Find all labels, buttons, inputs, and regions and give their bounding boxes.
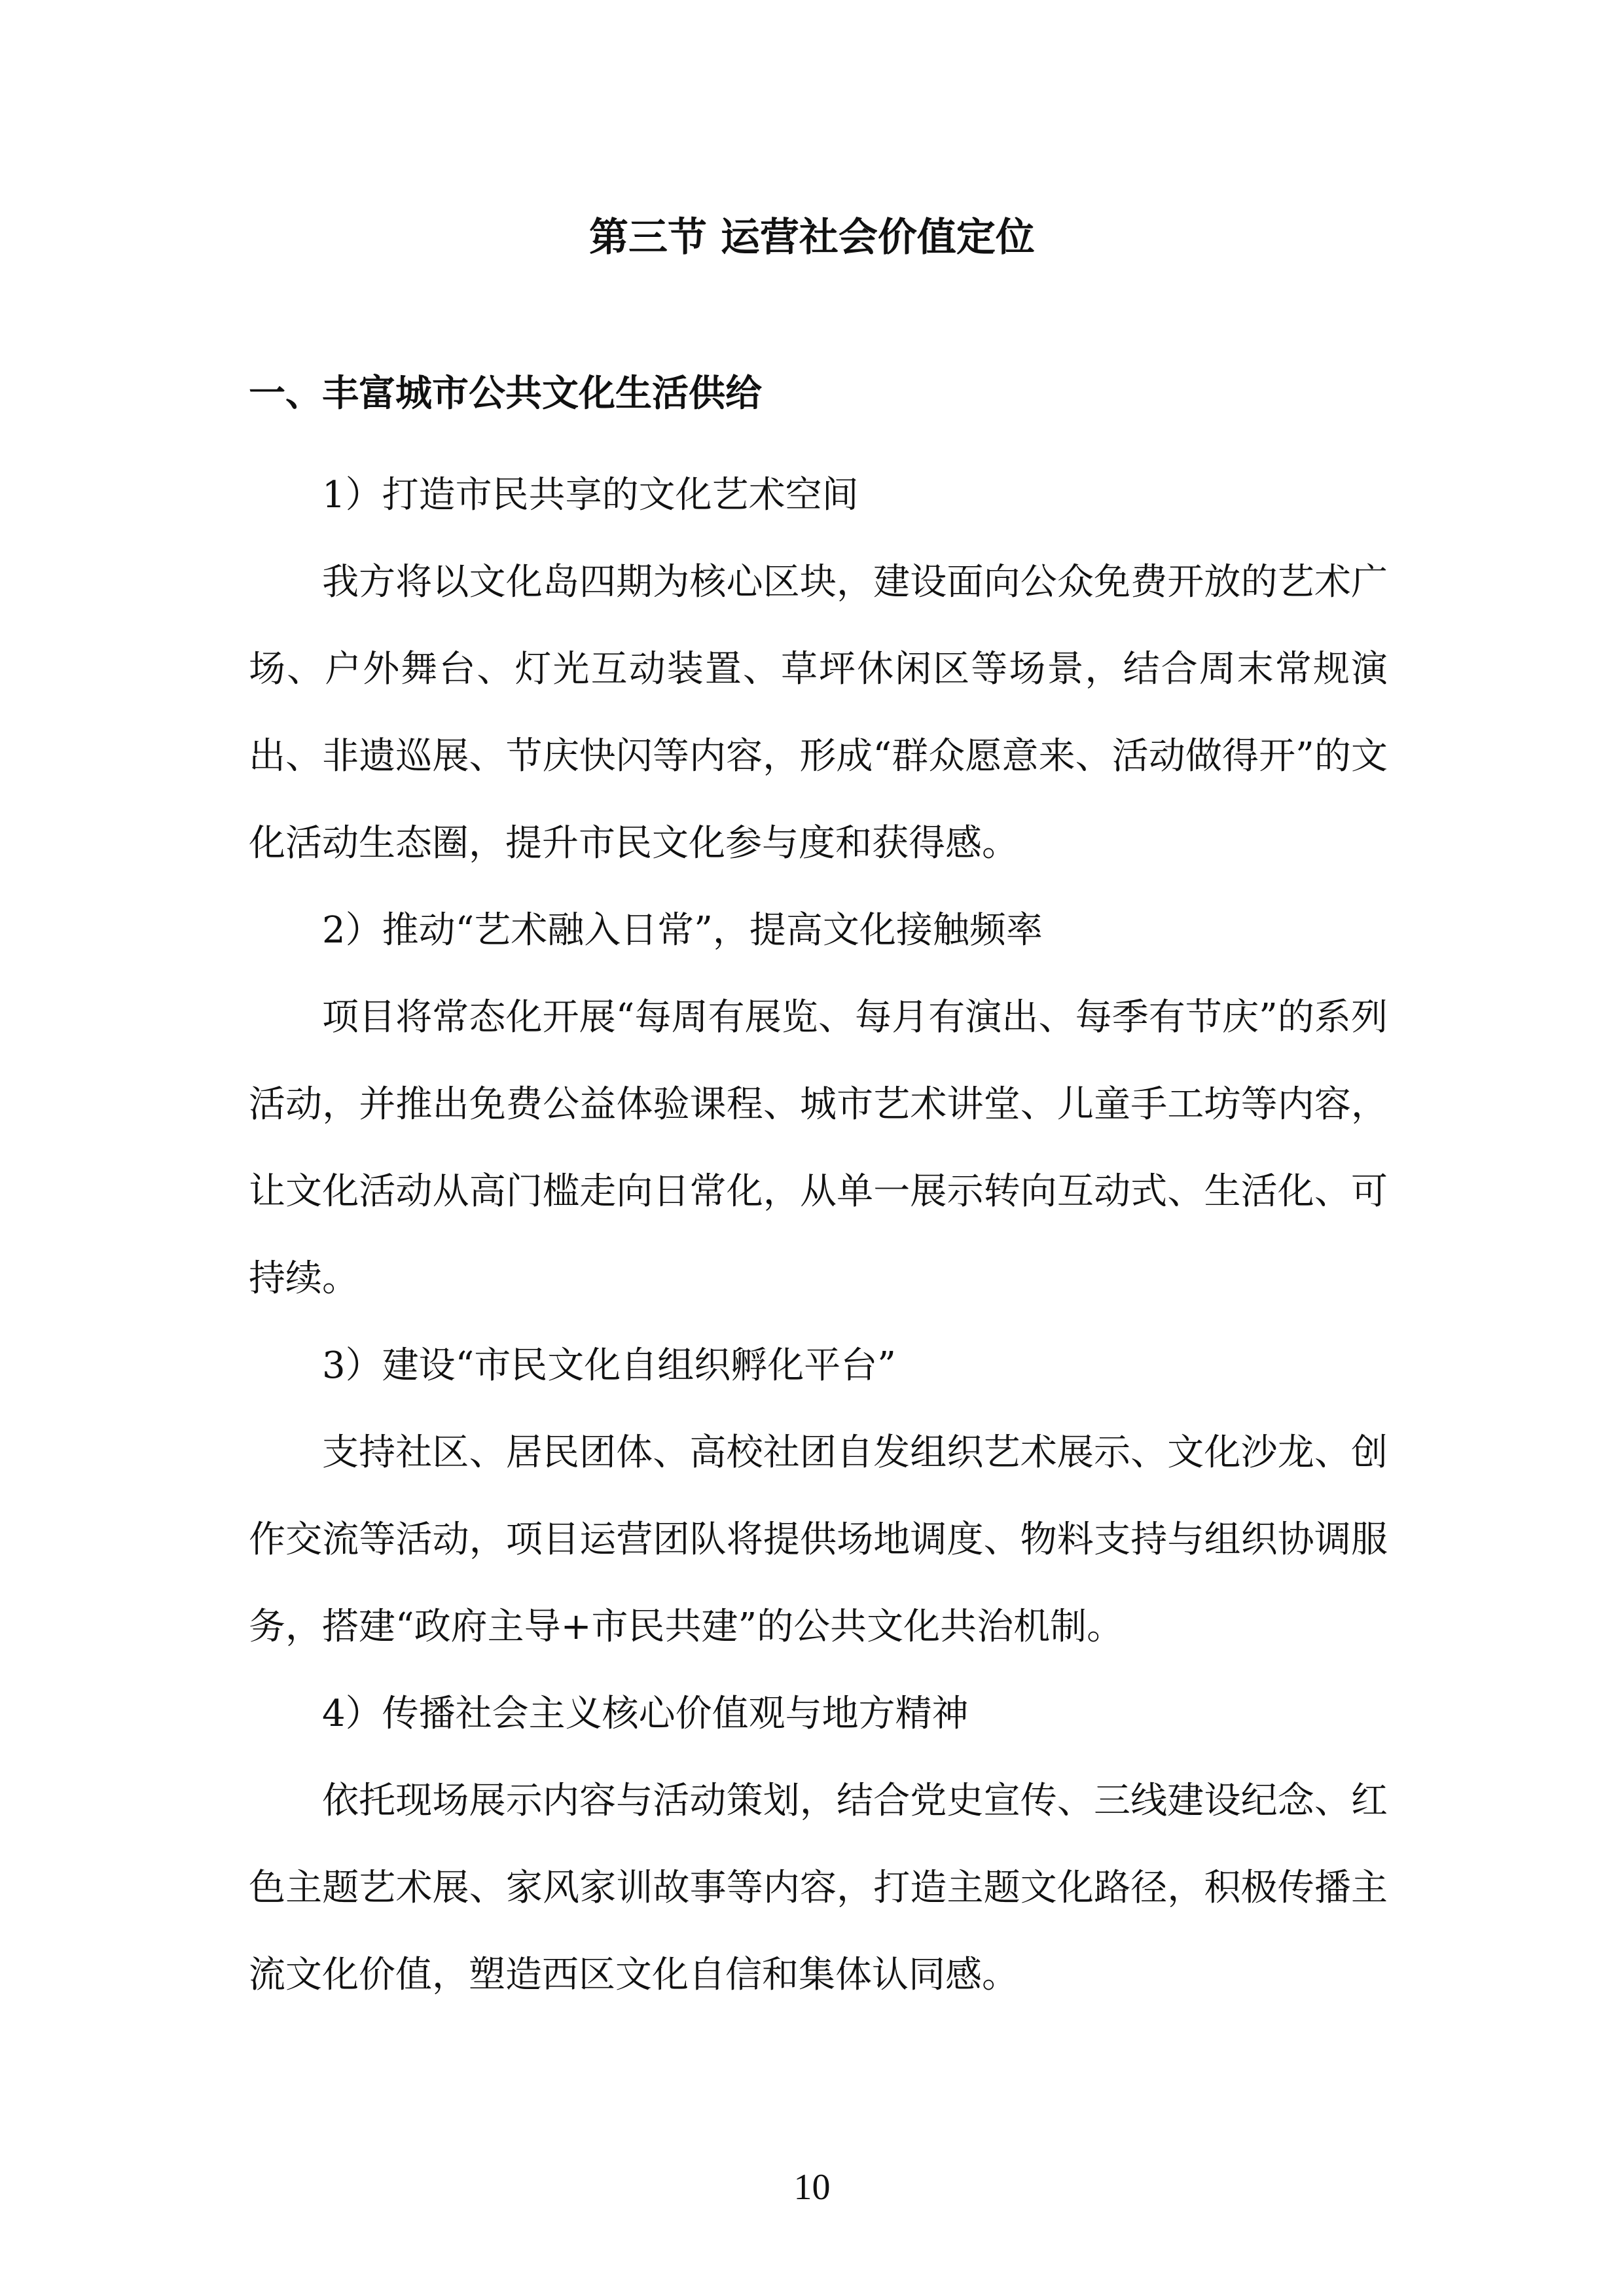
page-title: 第三节 运营社会价值定位: [589, 215, 1035, 260]
item-heading-4: 4）传播社会主义核心价值观与地方精神: [322, 1693, 969, 1735]
item-paragraph-4: 依托现场展示内容与活动策划，结合党史宣传、三线建设纪念、红色主题艺术展、家风家训故事等内容，打造主题文化路径，积极传播主流文化价值，塑造西区文化自信和集体认同感。: [249, 1780, 1388, 1996]
section-heading: 一、丰富城市公共文化生活供给: [249, 372, 762, 415]
item-heading-2: 2）推动“艺术融入日常”，提高文化接触频率: [322, 909, 1043, 952]
page-number: 10: [793, 2167, 831, 2208]
item-heading-1: 1）打造市民共享的文化艺术空间: [322, 474, 859, 516]
item-paragraph-1: 我方将以文化岛四期为核心区块，建设面向公众免费开放的艺术广场、户外舞台、灯光互动装置、草坪休闲区等场景，结合周末常规演出、非遗巡展、节庆快闪等内容，形成“群众愿意来、活动做得开”的文化活动生态圈，提升市民文化参与度和获得感。: [249, 561, 1388, 865]
item-paragraph-2: 项目将常态化开展“每周有展览、每月有演出、每季有节庆”的系列活动，并推出免费公益体验课程、城市艺术讲堂、儿童手工坊等内容，让文化活动从高门槛走向日常化，从单一展示转向互动式、生活化、可持续。: [249, 996, 1388, 1300]
item-heading-3: 3）建设“市民文化自组织孵化平台”: [322, 1344, 896, 1387]
item-paragraph-3: 支持社区、居民团体、高校社团自发组织艺术展示、文化沙龙、创作交流等活动，项目运营团队将提供场地调度、物料支持与组织协调服务，搭建“政府主导+市民共建”的公共文化共治机制。: [249, 1431, 1388, 1648]
section-body: [249, 452, 1388, 2018]
